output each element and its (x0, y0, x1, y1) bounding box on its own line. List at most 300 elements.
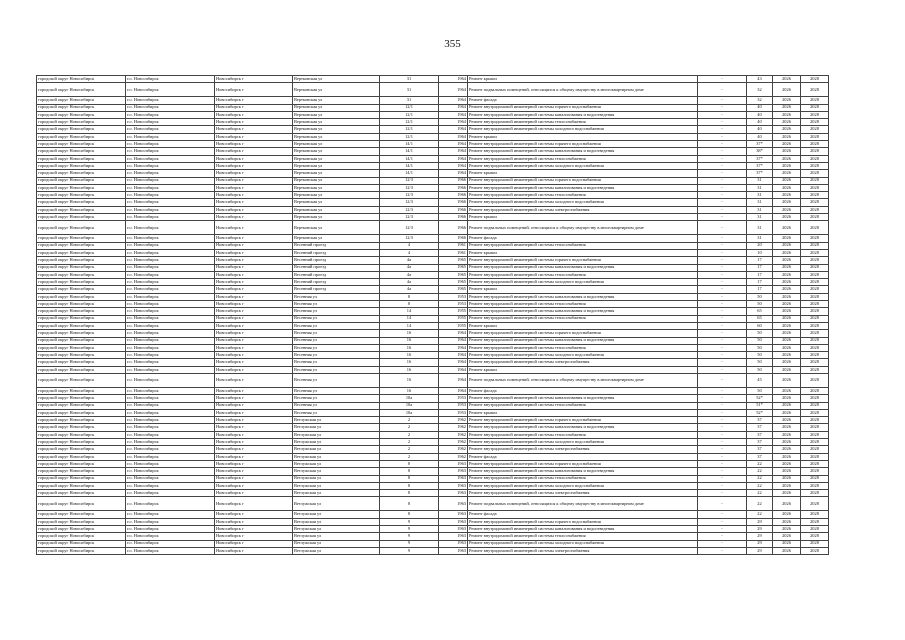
cell-cost-value: 37 (747, 417, 773, 424)
cell-build-year: 1962 (439, 439, 468, 446)
cell-settlement: г.о. Новосибирск (126, 460, 215, 467)
cell-municipality: городской округ Новосибирск (37, 490, 126, 497)
cell-end-year: 2028 (801, 293, 829, 300)
cell-area-value: - (698, 119, 747, 126)
cell-area-value: - (698, 387, 747, 394)
cell-house-number: 12/1 (380, 119, 439, 126)
cell-end-year: 2028 (801, 308, 829, 315)
cell-cost-value: 50 (747, 330, 773, 337)
cell-build-year: 1964 (439, 104, 468, 111)
cell-street: Ветлужская ул (293, 497, 380, 511)
cell-municipality: городской округ Новосибирск (37, 206, 126, 213)
cell-city: Новосибирск г (215, 453, 293, 460)
cell-house-number: 4а (380, 264, 439, 271)
table-row (37, 482, 829, 489)
cell-street: Вертковская ул (293, 235, 380, 242)
cell-start-year: 2026 (773, 322, 801, 329)
cell-end-year: 2028 (801, 337, 829, 344)
table-row (37, 155, 829, 162)
cell-house-number: 12/1 (380, 104, 439, 111)
table-row (37, 271, 829, 278)
cell-start-year: 2026 (773, 214, 801, 221)
cell-street: Весенняя ул (293, 366, 380, 373)
cell-city: Новосибирск г (215, 148, 293, 155)
cell-municipality: городской округ Новосибирск (37, 533, 126, 540)
cell-city: Новосибирск г (215, 293, 293, 300)
cell-city: Новосибирск г (215, 490, 293, 497)
cell-start-year: 2026 (773, 308, 801, 315)
cell-settlement: г.о. Новосибирск (126, 111, 215, 118)
cell-settlement: г.о. Новосибирск (126, 301, 215, 308)
cell-city: Новосибирск г (215, 170, 293, 177)
cell-street: Весенняя ул (293, 337, 380, 344)
cell-start-year: 2026 (773, 533, 801, 540)
table-row (37, 344, 829, 351)
cell-house-number: 16 (380, 359, 439, 366)
cell-city: Новосибирск г (215, 431, 293, 438)
cell-build-year: 1962 (439, 446, 468, 453)
cell-start-year: 2026 (773, 497, 801, 511)
cell-street: Вертковская ул (293, 199, 380, 206)
cell-house-number: 8 (380, 490, 439, 497)
cell-work-type: Ремонт крыши (468, 76, 698, 83)
cell-build-year: 1963 (439, 511, 468, 518)
cell-street: Весенний проезд (293, 279, 380, 286)
cell-area-value: - (698, 431, 747, 438)
cell-house-number: 9 (380, 533, 439, 540)
cell-area-value: - (698, 352, 747, 359)
cell-work-type: Ремонт внутридомовой инженерной системы канализования и водоотведения (468, 111, 698, 118)
table-row (37, 446, 829, 453)
cell-end-year: 2028 (801, 257, 829, 264)
cell-end-year: 2028 (801, 104, 829, 111)
cell-start-year: 2026 (773, 170, 801, 177)
cell-work-type: Ремонт крыши (468, 214, 698, 221)
cell-end-year: 2028 (801, 330, 829, 337)
table-row (37, 221, 829, 235)
cell-start-year: 2026 (773, 424, 801, 431)
cell-build-year: 1964 (439, 155, 468, 162)
cell-house-number: 12/3 (380, 184, 439, 191)
cell-house-number: 2 (380, 446, 439, 453)
cell-cost-value: 37 (747, 453, 773, 460)
table-row (37, 286, 829, 293)
cell-work-type: Ремонт крыши (468, 249, 698, 256)
cell-municipality: городской округ Новосибирск (37, 148, 126, 155)
cell-settlement: г.о. Новосибирск (126, 242, 215, 249)
cell-work-type: Ремонт подвальных помещений, относящихся к общему имуществу в многоквартирном доме (468, 497, 698, 511)
cell-municipality: городской округ Новосибирск (37, 460, 126, 467)
cell-build-year: 1953 (439, 301, 468, 308)
cell-street: Вертковская ул (293, 119, 380, 126)
cell-municipality: городской округ Новосибирск (37, 453, 126, 460)
table-row (37, 177, 829, 184)
cell-settlement: г.о. Новосибирск (126, 97, 215, 104)
cell-build-year: 1963 (439, 468, 468, 475)
cell-street: Ветлужская ул (293, 511, 380, 518)
cell-work-type: Ремонт внутридомовой инженерной системы горячего водоснабжения (468, 460, 698, 467)
table-row (37, 214, 829, 221)
cell-municipality: городской округ Новосибирск (37, 177, 126, 184)
cell-end-year: 2028 (801, 453, 829, 460)
table-row (37, 83, 829, 97)
cell-municipality: городской округ Новосибирск (37, 271, 126, 278)
table-row (37, 417, 829, 424)
cell-house-number: 14 (380, 308, 439, 315)
cell-area-value: - (698, 359, 747, 366)
cell-settlement: г.о. Новосибирск (126, 322, 215, 329)
cell-street: Весенний проезд (293, 286, 380, 293)
cell-city: Новосибирск г (215, 439, 293, 446)
cell-end-year: 2028 (801, 395, 829, 402)
cell-house-number: 9 (380, 547, 439, 554)
cell-cost-value: 31 (747, 206, 773, 213)
cell-city: Новосибирск г (215, 352, 293, 359)
cell-start-year: 2026 (773, 446, 801, 453)
cell-street: Ветлужская ул (293, 490, 380, 497)
cell-cost-value: 29 (747, 526, 773, 533)
cell-area-value: - (698, 170, 747, 177)
cell-municipality: городской округ Новосибирск (37, 373, 126, 387)
cell-municipality: городской округ Новосибирск (37, 402, 126, 409)
cell-start-year: 2026 (773, 119, 801, 126)
cell-area-value: - (698, 221, 747, 235)
cell-end-year: 2028 (801, 460, 829, 467)
cell-house-number: 8 (380, 497, 439, 511)
cell-street: Весенняя ул (293, 293, 380, 300)
cell-municipality: городской округ Новосибирск (37, 475, 126, 482)
cell-cost-value: 31 (747, 199, 773, 206)
cell-city: Новосибирск г (215, 199, 293, 206)
cell-city: Новосибирск г (215, 104, 293, 111)
cell-build-year: 1963 (439, 547, 468, 554)
cell-cost-value: 17 (747, 279, 773, 286)
cell-municipality: городской округ Новосибирск (37, 242, 126, 249)
cell-municipality: городской округ Новосибирск (37, 235, 126, 242)
cell-city: Новосибирск г (215, 235, 293, 242)
cell-area-value: - (698, 301, 747, 308)
table-row (37, 373, 829, 387)
cell-house-number: 4а (380, 271, 439, 278)
cell-build-year: 1963 (439, 533, 468, 540)
cell-work-type: Ремонт внутридомовой инженерной системы электроснабжения (468, 359, 698, 366)
cell-house-number: 2 (380, 424, 439, 431)
cell-area-value: - (698, 199, 747, 206)
cell-street: Весенний проезд (293, 242, 380, 249)
cell-settlement: г.о. Новосибирск (126, 271, 215, 278)
cell-area-value: - (698, 337, 747, 344)
cell-city: Новосибирск г (215, 359, 293, 366)
table-row (37, 424, 829, 431)
table-row (37, 431, 829, 438)
cell-work-type: Ремонт внутридомовой инженерной системы теплоснабжения (468, 192, 698, 199)
cell-build-year: 1955 (439, 315, 468, 322)
cell-end-year: 2028 (801, 439, 829, 446)
cell-area-value: - (698, 315, 747, 322)
cell-end-year: 2028 (801, 170, 829, 177)
cell-build-year: 1963 (439, 490, 468, 497)
cell-build-year: 1962 (439, 431, 468, 438)
cell-settlement: г.о. Новосибирск (126, 344, 215, 351)
cell-area-value: - (698, 249, 747, 256)
cell-cost-value: 40 (747, 119, 773, 126)
cell-street: Ветлужская ул (293, 431, 380, 438)
cell-work-type: Ремонт фасада (468, 97, 698, 104)
table-row (37, 330, 829, 337)
table-row (37, 97, 829, 104)
cell-cost-value: 38* (747, 148, 773, 155)
cell-house-number: 8 (380, 293, 439, 300)
cell-end-year: 2028 (801, 417, 829, 424)
cell-municipality: городской округ Новосибирск (37, 199, 126, 206)
cell-municipality: городской округ Новосибирск (37, 279, 126, 286)
cell-area-value: - (698, 417, 747, 424)
cell-street: Ветлужская ул (293, 446, 380, 453)
cell-settlement: г.о. Новосибирск (126, 221, 215, 235)
cell-end-year: 2028 (801, 235, 829, 242)
cell-work-type: Ремонт внутридомовой инженерной системы горячего водоснабжения (468, 257, 698, 264)
cell-settlement: г.о. Новосибирск (126, 126, 215, 133)
cell-house-number: 12/3 (380, 214, 439, 221)
cell-build-year: 1964 (439, 337, 468, 344)
cell-municipality: городской округ Новосибирск (37, 155, 126, 162)
cell-house-number: 16 (380, 366, 439, 373)
cell-settlement: г.о. Новосибирск (126, 409, 215, 416)
table-row (37, 264, 829, 271)
cell-area-value: - (698, 366, 747, 373)
table-row (37, 104, 829, 111)
cell-build-year: 1964 (439, 83, 468, 97)
cell-house-number: 12/1 (380, 133, 439, 140)
cell-work-type: Ремонт внутридомовой инженерной системы теплоснабжения (468, 119, 698, 126)
cell-municipality: городской округ Новосибирск (37, 119, 126, 126)
cell-work-type: Ремонт внутридомовой инженерной системы канализования и водоотведения (468, 424, 698, 431)
cell-area-value: - (698, 257, 747, 264)
cell-house-number: 10а (380, 395, 439, 402)
cell-end-year: 2028 (801, 76, 829, 83)
cell-end-year: 2028 (801, 97, 829, 104)
cell-end-year: 2028 (801, 206, 829, 213)
cell-end-year: 2028 (801, 402, 829, 409)
cell-area-value: - (698, 533, 747, 540)
table-row (37, 184, 829, 191)
table-row (37, 199, 829, 206)
cell-build-year: 1953 (439, 395, 468, 402)
cell-municipality: городской округ Новосибирск (37, 526, 126, 533)
cell-house-number: 12/1 (380, 111, 439, 118)
table-row (37, 148, 829, 155)
table-row (37, 126, 829, 133)
table-row (37, 518, 829, 525)
cell-build-year: 1964 (439, 330, 468, 337)
cell-work-type: Ремонт внутридомовой инженерной системы теплоснабжения (468, 301, 698, 308)
cell-end-year: 2028 (801, 359, 829, 366)
cell-settlement: г.о. Новосибирск (126, 395, 215, 402)
cell-city: Новосибирск г (215, 373, 293, 387)
cell-work-type: Ремонт внутридомовой инженерной системы теплоснабжения (468, 431, 698, 438)
cell-work-type: Ремонт внутридомовой инженерной системы холодного водоснабжения (468, 199, 698, 206)
table-row (37, 439, 829, 446)
cell-city: Новосибирск г (215, 417, 293, 424)
cell-city: Новосибирск г (215, 279, 293, 286)
cell-end-year: 2028 (801, 301, 829, 308)
cell-area-value: - (698, 242, 747, 249)
cell-settlement: г.о. Новосибирск (126, 402, 215, 409)
table-row (37, 352, 829, 359)
cell-start-year: 2026 (773, 395, 801, 402)
cell-work-type: Ремонт внутридомовой инженерной системы электроснабжения (468, 490, 698, 497)
cell-municipality: городской округ Новосибирск (37, 417, 126, 424)
cell-start-year: 2026 (773, 293, 801, 300)
cell-area-value: - (698, 286, 747, 293)
cell-start-year: 2026 (773, 540, 801, 547)
cell-cost-value: 31 (747, 214, 773, 221)
cell-settlement: г.о. Новосибирск (126, 214, 215, 221)
cell-cost-value: 17 (747, 286, 773, 293)
cell-street: Ветлужская ул (293, 540, 380, 547)
cell-street: Ветлужская ул (293, 482, 380, 489)
cell-area-value: - (698, 214, 747, 221)
cell-start-year: 2026 (773, 199, 801, 206)
cell-build-year: 1963 (439, 497, 468, 511)
table-row (37, 119, 829, 126)
cell-cost-value: 29 (747, 518, 773, 525)
cell-city: Новосибирск г (215, 468, 293, 475)
cell-area-value: - (698, 126, 747, 133)
cell-settlement: г.о. Новосибирск (126, 387, 215, 394)
cell-work-type: Ремонт внутридомовой инженерной системы канализования и водоотведения (468, 395, 698, 402)
cell-municipality: городской округ Новосибирск (37, 293, 126, 300)
cell-end-year: 2028 (801, 286, 829, 293)
cell-street: Вертковская ул (293, 111, 380, 118)
cell-municipality: городской округ Новосибирск (37, 337, 126, 344)
cell-house-number: 16 (380, 352, 439, 359)
cell-area-value: - (698, 184, 747, 191)
cell-street: Ветлужская ул (293, 518, 380, 525)
cell-area-value: - (698, 104, 747, 111)
cell-city: Новосибирск г (215, 111, 293, 118)
cell-house-number: 10а (380, 409, 439, 416)
cell-settlement: г.о. Новосибирск (126, 453, 215, 460)
cell-build-year: 1966 (439, 199, 468, 206)
cell-build-year: 1965 (439, 286, 468, 293)
cell-build-year: 1953 (439, 402, 468, 409)
cell-end-year: 2028 (801, 126, 829, 133)
cell-build-year: 1963 (439, 518, 468, 525)
table-row (37, 76, 829, 83)
cell-start-year: 2026 (773, 431, 801, 438)
cell-end-year: 2028 (801, 315, 829, 322)
cell-street: Вертковская ул (293, 170, 380, 177)
cell-build-year: 1966 (439, 221, 468, 235)
cell-settlement: г.о. Новосибирск (126, 490, 215, 497)
cell-house-number: 12/3 (380, 221, 439, 235)
cell-start-year: 2026 (773, 511, 801, 518)
cell-build-year: 1955 (439, 308, 468, 315)
cell-street: Вертковская ул (293, 155, 380, 162)
cell-area-value: - (698, 279, 747, 286)
cell-city: Новосибирск г (215, 249, 293, 256)
cell-municipality: городской округ Новосибирск (37, 141, 126, 148)
cell-cost-value: 50 (747, 366, 773, 373)
cell-settlement: г.о. Новосибирск (126, 482, 215, 489)
cell-start-year: 2026 (773, 409, 801, 416)
cell-build-year: 1962 (439, 453, 468, 460)
cell-house-number: 12/3 (380, 192, 439, 199)
cell-house-number: 16 (380, 387, 439, 394)
cell-work-type: Ремонт внутридомовой инженерной системы канализования и водоотведения (468, 184, 698, 191)
cell-city: Новосибирск г (215, 301, 293, 308)
cell-cost-value: 65 (747, 315, 773, 322)
cell-build-year: 1964 (439, 97, 468, 104)
cell-municipality: городской округ Новосибирск (37, 126, 126, 133)
cell-end-year: 2028 (801, 214, 829, 221)
cell-cost-value: 50 (747, 359, 773, 366)
cell-area-value: - (698, 141, 747, 148)
cell-end-year: 2028 (801, 162, 829, 169)
cell-start-year: 2026 (773, 468, 801, 475)
cell-municipality: городской округ Новосибирск (37, 308, 126, 315)
cell-cost-value: 60 (747, 322, 773, 329)
cell-city: Новосибирск г (215, 97, 293, 104)
cell-house-number: 12/3 (380, 206, 439, 213)
cell-municipality: городской округ Новосибирск (37, 111, 126, 118)
cell-city: Новосибирск г (215, 155, 293, 162)
cell-cost-value: 37 (747, 431, 773, 438)
cell-settlement: г.о. Новосибирск (126, 184, 215, 191)
cell-start-year: 2026 (773, 402, 801, 409)
cell-start-year: 2026 (773, 148, 801, 155)
cell-work-type: Ремонт внутридомовой инженерной системы теплоснабжения (468, 155, 698, 162)
cell-municipality: городской округ Новосибирск (37, 76, 126, 83)
cell-city: Новосибирск г (215, 540, 293, 547)
cell-settlement: г.о. Новосибирск (126, 104, 215, 111)
cell-municipality: городской округ Новосибирск (37, 387, 126, 394)
cell-house-number: 14/1 (380, 141, 439, 148)
cell-street: Ветлужская ул (293, 439, 380, 446)
cell-municipality: городской округ Новосибирск (37, 315, 126, 322)
cell-settlement: г.о. Новосибирск (126, 155, 215, 162)
cell-street: Весенняя ул (293, 308, 380, 315)
table-row (37, 366, 829, 373)
cell-settlement: г.о. Новосибирск (126, 468, 215, 475)
cell-settlement: г.о. Новосибирск (126, 119, 215, 126)
cell-cost-value: 22 (747, 497, 773, 511)
cell-city: Новосибирск г (215, 511, 293, 518)
cell-municipality: городской округ Новосибирск (37, 221, 126, 235)
cell-start-year: 2026 (773, 279, 801, 286)
cell-settlement: г.о. Новосибирск (126, 308, 215, 315)
table-row (37, 453, 829, 460)
cell-house-number: 4а (380, 279, 439, 286)
cell-street: Вертковская ул (293, 214, 380, 221)
cell-work-type: Ремонт внутридомовой инженерной системы теплоснабжения (468, 271, 698, 278)
cell-settlement: г.о. Новосибирск (126, 206, 215, 213)
cell-end-year: 2028 (801, 221, 829, 235)
cell-street: Ветлужская ул (293, 547, 380, 554)
cell-house-number: 16 (380, 330, 439, 337)
cell-city: Новосибирск г (215, 206, 293, 213)
cell-settlement: г.о. Новосибирск (126, 439, 215, 446)
cell-work-type: Ремонт подвальных помещений, относящихся к общему имуществу в многоквартирном доме (468, 221, 698, 235)
cell-street: Весенняя ул (293, 409, 380, 416)
cell-street: Вертковская ул (293, 83, 380, 97)
cell-build-year: 1964 (439, 162, 468, 169)
cell-area-value: - (698, 475, 747, 482)
cell-house-number: 2 (380, 417, 439, 424)
cell-start-year: 2026 (773, 373, 801, 387)
cell-work-type: Ремонт фасада (468, 387, 698, 394)
